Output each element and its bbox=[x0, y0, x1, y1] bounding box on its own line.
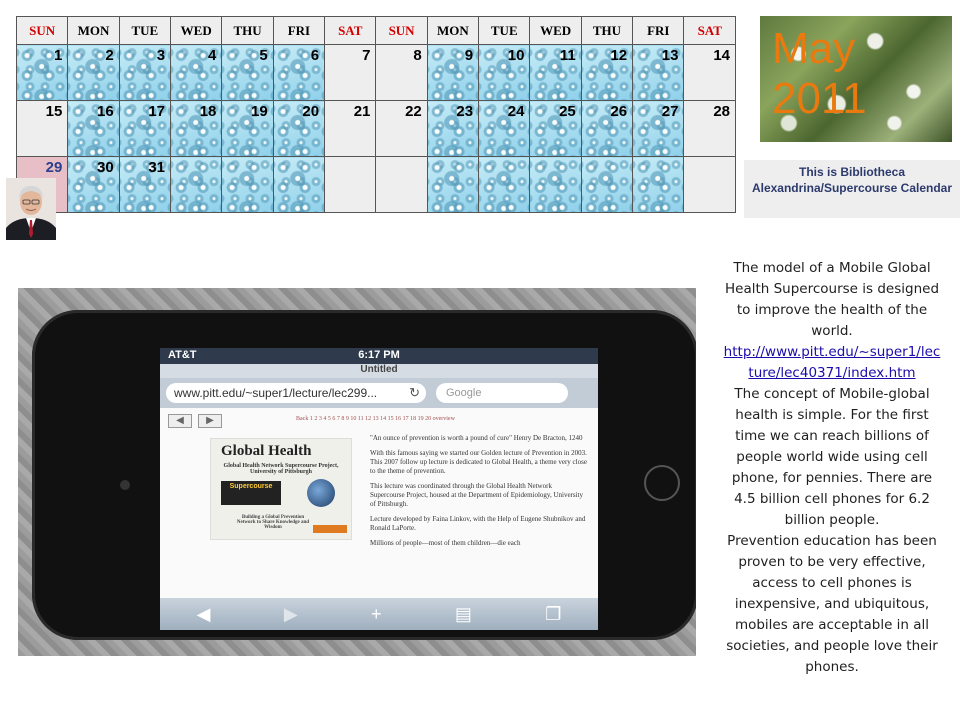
day-cell bbox=[376, 157, 427, 213]
day-cell: 16 bbox=[68, 101, 119, 157]
day-cell bbox=[530, 157, 581, 213]
home-button-icon bbox=[644, 465, 680, 501]
day-cell: 5 bbox=[222, 45, 273, 101]
box-title: Global Health bbox=[221, 443, 312, 459]
day-cell: 10 bbox=[479, 45, 530, 101]
calendar-week-row bbox=[17, 101, 736, 157]
day-cell: 3 bbox=[119, 45, 170, 101]
url-text: www.pitt.edu/~super1/lecture/lec299... bbox=[174, 386, 378, 400]
day-cell bbox=[633, 157, 684, 213]
day-cell bbox=[581, 157, 632, 213]
back-arrow-icon: ◀ bbox=[196, 603, 211, 624]
day-cell bbox=[684, 157, 736, 213]
time-label: 6:17 PM bbox=[358, 349, 400, 361]
header-wed: WED bbox=[171, 17, 222, 45]
forward-arrow-icon: ▶ bbox=[283, 603, 298, 624]
day-cell: 19 bbox=[222, 101, 273, 157]
article-quote: "An ounce of prevention is worth a pound of cure" Henry De Bracton, 1240 bbox=[370, 434, 583, 442]
concept-paragraph: The concept of Mobile-global health is simple. For the first time we can reach billions of people world wide using cell phone, for pennies. There are 4.5 billion cell phones for 6.2 billion people. bbox=[731, 386, 933, 528]
bookmarks-icon: ▤ bbox=[454, 603, 472, 624]
next-page-icon: ▶ bbox=[198, 414, 222, 428]
month-photo bbox=[760, 16, 952, 142]
day-cell: 8 bbox=[376, 45, 427, 101]
camera-icon bbox=[120, 480, 130, 490]
prev-page-icon: ◀ bbox=[168, 414, 192, 428]
day-cell: 11 bbox=[530, 45, 581, 101]
day-cell: 14 bbox=[684, 45, 736, 101]
day-cell: 13 bbox=[633, 45, 684, 101]
day-cell: 25 bbox=[530, 101, 581, 157]
month-year: 2011 bbox=[772, 74, 867, 123]
day-cell bbox=[427, 157, 478, 213]
day-cell: 2 bbox=[68, 45, 119, 101]
webpage-content bbox=[160, 408, 598, 598]
phone-photo bbox=[18, 288, 696, 656]
day-cell: 26 bbox=[581, 101, 632, 157]
day-cell bbox=[325, 157, 376, 213]
article-paragraph: With this famous saying we started our Golden lecture of Prevention in 2003. This 2007 follow up lecture is dedicated to Global Health, a theme very close to the theme of prevention. bbox=[370, 449, 587, 475]
day-cell: 24 bbox=[479, 101, 530, 157]
day-cell: 23 bbox=[427, 101, 478, 157]
reload-icon: ↻ bbox=[409, 385, 420, 400]
calendar-table bbox=[16, 16, 736, 213]
carrier-label: AT&T bbox=[168, 349, 197, 361]
box-build-text: Building a Global Prevention Network to Share Knowledge and Wisdom bbox=[236, 515, 310, 530]
phone-screen bbox=[160, 348, 598, 630]
day-cell: 18 bbox=[171, 101, 222, 157]
day-cell: 22 bbox=[376, 101, 427, 157]
add-icon: + bbox=[371, 603, 382, 624]
page-nav bbox=[168, 414, 228, 428]
calendar-caption: This is Bibliotheca Alexandrina/Supercourse Calendar bbox=[744, 160, 960, 218]
day-cell bbox=[479, 157, 530, 213]
day-cell: 21 bbox=[325, 101, 376, 157]
global-health-box bbox=[210, 438, 352, 540]
header-fri: FRI bbox=[273, 17, 324, 45]
day-cell: 29 bbox=[17, 157, 68, 213]
calendar-week-row bbox=[17, 45, 736, 101]
search-field: Google bbox=[436, 383, 568, 403]
day-cell: 1 bbox=[17, 45, 68, 101]
day-cell bbox=[171, 157, 222, 213]
day-cell: 27 bbox=[633, 101, 684, 157]
orange-bar bbox=[313, 525, 347, 533]
page-title: Untitled bbox=[160, 364, 598, 378]
intro-paragraph: The model of a Mobile Global Health Supercourse is designed to improve the health of the world. bbox=[724, 260, 940, 339]
address-row bbox=[160, 378, 598, 408]
avatar bbox=[6, 178, 56, 240]
article-text bbox=[370, 434, 588, 554]
day-cell: 20 bbox=[273, 101, 324, 157]
article-paragraph: This lecture was coordinated through the Global Health Network Supercourse Project, housed at the Department of Epidemiology, University of Pittsburgh. bbox=[370, 482, 583, 508]
calendar-week-row bbox=[17, 157, 736, 213]
header-sun: SUN bbox=[376, 17, 427, 45]
day-cell bbox=[273, 157, 324, 213]
header-mon: MON bbox=[68, 17, 119, 45]
header-sun: SUN bbox=[17, 17, 68, 45]
globe-icon bbox=[307, 479, 335, 507]
header-fri: FRI bbox=[633, 17, 684, 45]
header-thu: THU bbox=[222, 17, 273, 45]
header-sat: SAT bbox=[684, 17, 736, 45]
page-links: Back 1 2 3 4 5 6 7 8 9 10 11 12 13 14 15 16 17 18 19 20 overview bbox=[296, 416, 455, 422]
description-text bbox=[722, 258, 942, 678]
status-bar bbox=[160, 348, 598, 364]
person-photo-icon bbox=[6, 178, 56, 240]
month-name: May bbox=[772, 24, 856, 73]
month-label bbox=[772, 24, 867, 124]
article-paragraph: Lecture developed by Faina Linkov, with the Help of Eugene Shubnikov and Ronald LaPorte. bbox=[370, 515, 586, 532]
day-cell: 15 bbox=[17, 101, 68, 157]
url-field bbox=[166, 383, 426, 403]
day-cell: 30 bbox=[68, 157, 119, 213]
header-wed: WED bbox=[530, 17, 581, 45]
phone-body bbox=[32, 310, 696, 640]
lecture-link[interactable]: http://www.pitt.edu/~super1/lecture/lec40371/index.htm bbox=[723, 344, 941, 381]
day-cell: 12 bbox=[581, 45, 632, 101]
prevention-paragraph: Prevention education has been proven to be very effective, access to cell phones is inexpensive, and ubiquitous, mobiles are acceptable in all societies, and people love their phones. bbox=[726, 533, 938, 675]
header-tue: TUE bbox=[119, 17, 170, 45]
day-cell: 6 bbox=[273, 45, 324, 101]
day-cell bbox=[222, 157, 273, 213]
browser-toolbar bbox=[160, 598, 598, 630]
header-mon: MON bbox=[427, 17, 478, 45]
header-sat: SAT bbox=[325, 17, 376, 45]
header-thu: THU bbox=[581, 17, 632, 45]
day-cell: 31 bbox=[119, 157, 170, 213]
calendar-header-row bbox=[17, 17, 736, 45]
day-cell: 17 bbox=[119, 101, 170, 157]
header-tue: TUE bbox=[479, 17, 530, 45]
article-paragraph: Millions of people—most of them children—die each bbox=[370, 539, 521, 547]
day-cell: 7 bbox=[325, 45, 376, 101]
pages-icon: ❐ bbox=[545, 603, 562, 624]
supercourse-logo: Supercourse bbox=[221, 481, 281, 505]
day-cell: 28 bbox=[684, 101, 736, 157]
box-subtitle: Global Health Network Supercourse Project, University of Pittsburgh bbox=[223, 463, 339, 475]
day-cell: 4 bbox=[171, 45, 222, 101]
day-cell: 9 bbox=[427, 45, 478, 101]
